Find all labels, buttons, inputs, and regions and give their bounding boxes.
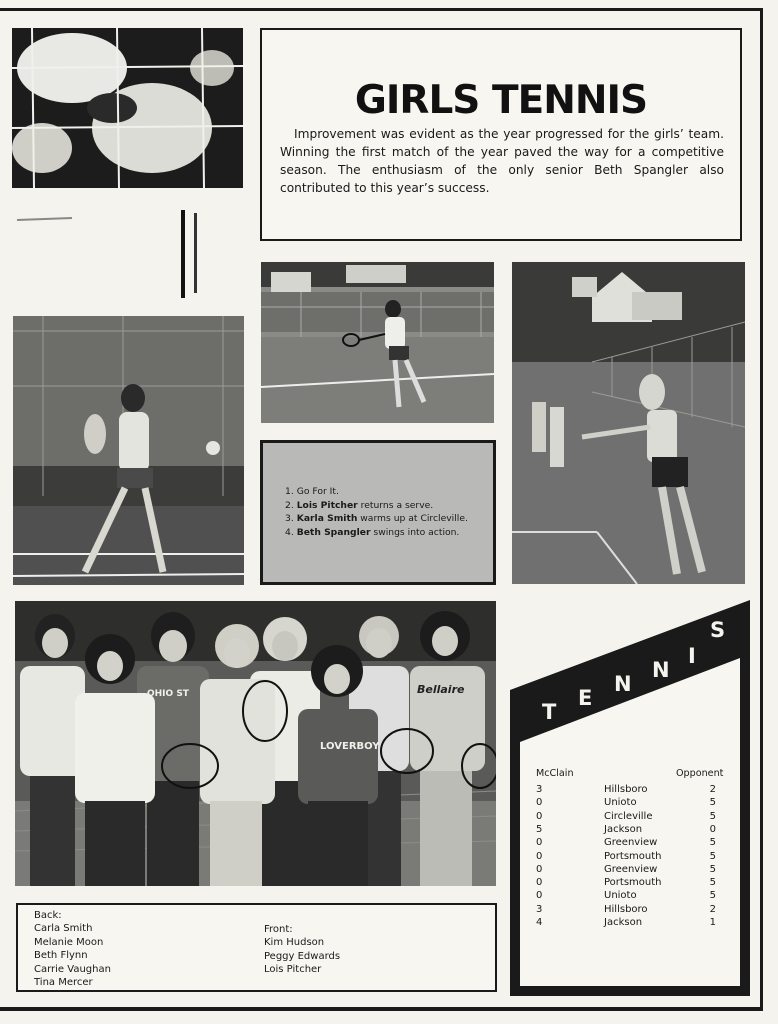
team-member-name: Melanie Moon [34,936,104,948]
front-row-names [264,923,340,977]
away-score: 5 [709,797,716,809]
shirt-text: OHIO ST [147,689,189,699]
opponent-name: Jackson [604,917,643,928]
home-score: 0 [536,890,543,902]
home-score: 4 [536,917,543,928]
opponent-name: Greenview [604,837,658,849]
lois-serve-photo [261,262,494,423]
back-label: Back: [34,910,62,921]
home-score: 0 [536,850,543,862]
team-member-name: Lois Pitcher [264,964,322,976]
opponent-name: Portsmouth [604,877,662,889]
banner-letter: S [710,618,726,642]
home-score: 3 [536,903,543,915]
shirt-text: Bellaire [417,683,465,696]
opponent-name: Jackson [604,823,643,835]
shirt-text: LOVERBOY [320,741,380,752]
team-member-name: Peggy Edwards [264,950,341,962]
caption-item: 2. Lois Pitcher returns a serve. [285,499,434,511]
trees-fence-photo [12,28,243,188]
away-score: 1 [709,917,716,928]
title-box [260,28,742,241]
caption-item: 1. Go For It. [285,486,339,497]
opponent-name: Circleville [604,810,653,822]
team-member-name: Beth Flynn [34,950,88,962]
banner-letter: E [578,686,593,710]
away-score: 5 [709,810,716,822]
home-score: 0 [536,797,543,809]
opponent-name: Unioto [604,797,637,809]
intro-paragraph: Improvement was evident as the year progressed for the girls’ team. Winning the first match of the year paved the way for a competitive season. The enthusiasm of the only senior Beth Spangler also contributed to this year’s success. [280,127,724,195]
opponent-name: Hillsboro [604,903,648,915]
away-score: 5 [709,890,716,902]
away-score: 2 [709,903,716,915]
opponent-name: Greenview [604,863,658,875]
beth-swing-photo [512,262,745,584]
caption-list [285,485,468,539]
banner-letter: N [614,672,632,696]
home-column-header: McClain [536,768,574,779]
page-title: GIRLS TENNIS [354,78,648,123]
opponent-name: Unioto [604,890,637,902]
away-score: 5 [709,850,716,862]
caption-item: 4. Beth Spangler swings into action. [285,526,460,538]
away-score: 5 [709,877,716,889]
banner-letter: I [688,644,696,668]
home-score: 0 [536,877,543,889]
away-score: 2 [709,784,716,795]
banner-letter: N [652,658,670,682]
opponent-column-header: Opponent [676,768,724,779]
caption-item: 3. Karla Smith warms up at Circleville. [285,513,468,524]
home-score: 3 [536,784,543,795]
front-label: Front: [264,924,293,935]
scoreboard-panel [510,600,750,996]
back-row-names [34,909,111,989]
team-photo [15,601,496,886]
team-member-name: Tina Mercer [34,977,93,989]
home-score: 0 [536,863,543,875]
banner-letter: T [542,700,557,724]
opponent-name: Portsmouth [604,850,662,862]
team-member-name: Kim Hudson [264,937,325,949]
caption-box [260,440,496,585]
home-score: 0 [536,810,543,822]
team-member-name: Carla Smith [34,923,93,935]
court-post-photo [12,188,243,300]
team-member-name: Carrie Vaughan [34,963,111,975]
home-score: 5 [536,823,543,835]
team-names-box [16,903,497,992]
away-score: 0 [709,823,716,835]
away-score: 5 [709,837,716,849]
away-score: 5 [709,863,716,875]
karla-warmup-photo [13,316,244,585]
home-score: 0 [536,837,543,849]
opponent-name: Hillsboro [604,784,648,795]
